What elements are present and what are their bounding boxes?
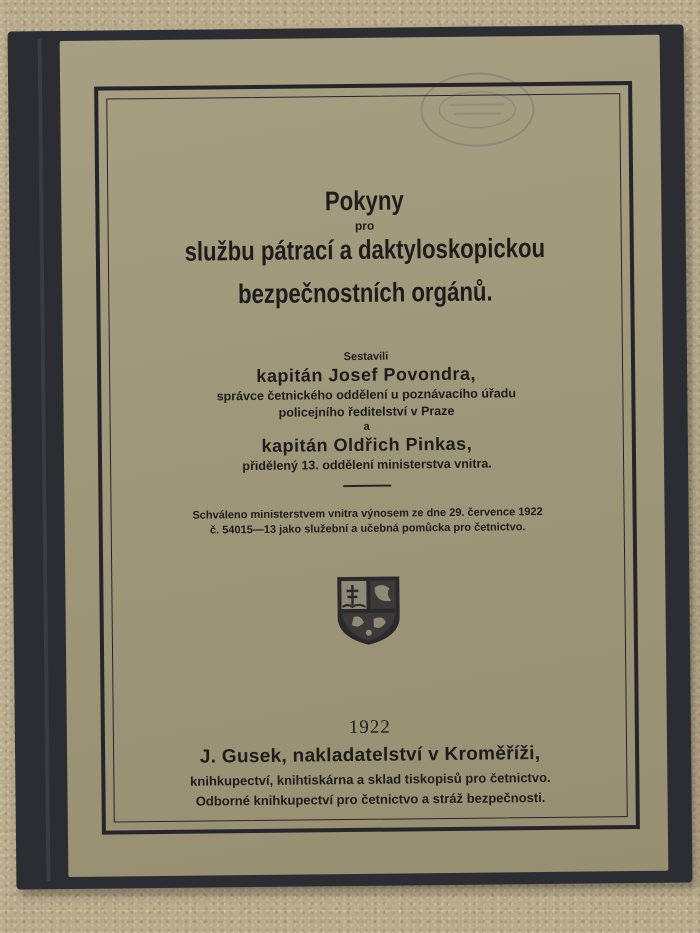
publication-year: 1922 [348, 716, 391, 739]
cover-title: Pokyny [324, 185, 404, 217]
publisher-name: J. Gusek, nakladatelství v Kroměříži, [199, 743, 541, 768]
approval-line2: č. 54015—13 jako služební a učebná pomůcka pro četnictvo. [209, 521, 526, 537]
divider-rule [343, 485, 391, 488]
cover-subtitle-line2: bezpečnostních orgánů. [237, 276, 493, 310]
author1-name: kapitán Josef Povondra, [256, 363, 477, 386]
compiled-by: Sestavili [343, 350, 389, 364]
book-cover [60, 35, 669, 877]
publisher-line3: Odborné knihkupectví pro četnictvo a stráž bezpečnosti. [195, 789, 546, 809]
author2-role: přidělený 13. oddělení ministerstva vnitra. [242, 456, 492, 474]
cover-pro: pro [354, 218, 375, 233]
czechoslovak-coat-of-arms-icon [333, 572, 404, 647]
author1-role-line2: policejního ředitelství v Praze [278, 403, 455, 420]
approval-line1: Schváleno ministerstvem vnitra výnosem ze dne 29. července 1922 [192, 505, 543, 522]
conjunction: a [363, 420, 370, 433]
cover-text [99, 183, 635, 810]
spine-binding [38, 39, 51, 881]
author2-name: kapitán Oldřich Pinkas, [261, 433, 473, 456]
cover-frame [94, 81, 640, 835]
book [8, 24, 693, 889]
author1-role-line1: správce četnického oddělení u poznávacího úřadu [216, 386, 517, 404]
publisher-line2: knihkupectví, knihtiskárna a sklad tiskopisů pro četnictvo. [190, 769, 551, 789]
cover-subtitle-line1: službu pátrací a daktyloskopickou [184, 232, 546, 267]
